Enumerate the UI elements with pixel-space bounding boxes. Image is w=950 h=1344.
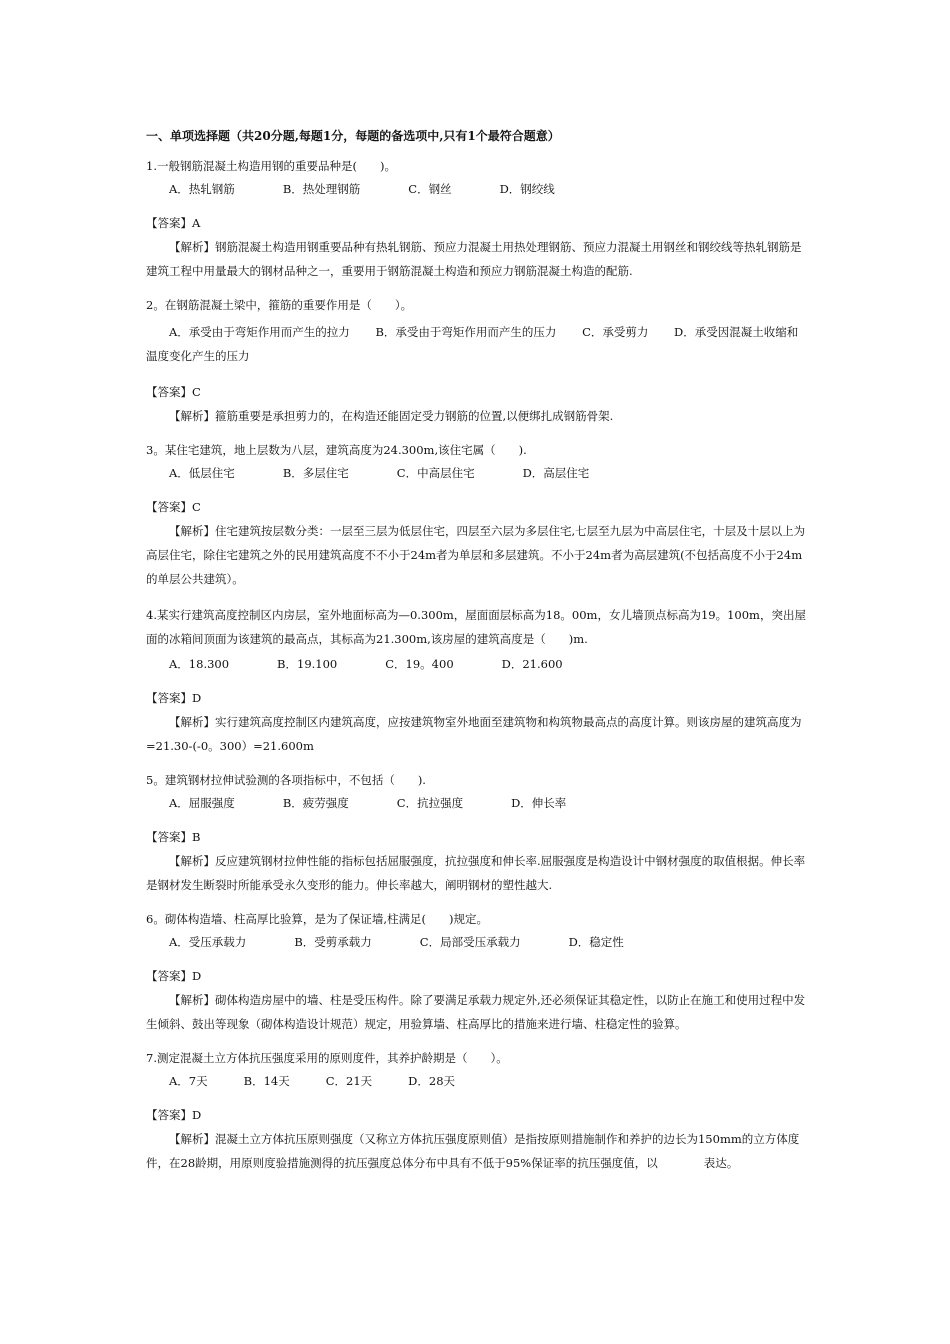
option-b: B．疲劳强度 (282, 796, 349, 810)
question-1 (146, 156, 806, 283)
option-d: D．钢绞线 (499, 182, 555, 196)
option-d: D．21.600 (501, 657, 563, 671)
options (146, 654, 806, 674)
answer: 【答案】D (146, 969, 202, 983)
question-6 (146, 909, 806, 1036)
answer: 【答案】C (146, 500, 201, 514)
options (146, 1071, 806, 1091)
options (146, 793, 806, 813)
options (146, 932, 806, 952)
question-text: 6。砌体构造墙、柱高厚比验算，是为了保证墙,柱满足( )规定。 (146, 912, 488, 926)
options (146, 320, 806, 368)
question-text: 3。某住宅建筑，地上层数为八层，建筑高度为24.300m,该住宅属（ ). (146, 443, 527, 457)
section-title: 一、单项选择题（共20分题,每题1分，每题的备选项中,只有1个最符合题意） (146, 129, 560, 143)
option-d: D．伸长率 (511, 796, 567, 810)
document-content (146, 126, 806, 1187)
answer: 【答案】D (146, 691, 202, 705)
question-7 (146, 1048, 806, 1175)
analysis: 【解析】反应建筑钢材拉伸性能的指标包括屈服强度，抗拉强度和伸长率.屈服强度是构造设计中钢材强度的取值根据。伸长率是钢材发生断裂时所能承受永久变形的能力。伸长率越大，阐明钢材的塑性越大. (146, 854, 806, 892)
option-b: B．受剪承载力 (294, 935, 372, 949)
options (146, 463, 806, 483)
option-c: C．19。400 (385, 657, 454, 671)
option-d: D．28天 (408, 1074, 456, 1088)
option-a: A．低层住宅 (169, 466, 235, 480)
answer: 【答案】C (146, 385, 201, 399)
option-c: C．中高层住宅 (396, 466, 475, 480)
question-4 (146, 603, 806, 758)
question-text: 4.某实行建筑高度控制区内房层，室外地面标高为—0.300m，屋面面层标高为18。00m，女儿墙顶点标高为19。100m，突出屋面的冰箱间顶面为该建筑的最高点，其标高为21.300m,该房屋的建筑高度是（ )m. (146, 608, 806, 646)
analysis: 【解析】箍筋重要是承担剪力的，在构造还能固定受力钢筋的位置,以便绑扎成钢筋骨架. (169, 409, 614, 423)
analysis: 【解析】钢筋混凝土构造用钢重要品种有热轧钢筋、预应力混凝土用热处理钢筋、预应力混凝土用钢丝和钢绞线等热轧钢筋是建筑工程中用量最大的钢材品种之一，重要用于钢筋混凝土构造和预应力钢筋混凝土构造的配筋. (146, 240, 802, 278)
option-d: D．稳定性 (568, 935, 624, 949)
option-c: C．抗拉强度 (396, 796, 464, 810)
option-c: C．21天 (325, 1074, 373, 1088)
question-3 (146, 440, 806, 591)
option-b: B．19.100 (277, 657, 338, 671)
option-a: A．18.300 (169, 657, 230, 671)
options (146, 179, 806, 199)
option-b: B．热处理钢筋 (282, 182, 361, 196)
option-c: C．承受剪力 (582, 325, 649, 339)
analysis: 【解析】住宅建筑按层数分类：一层至三层为低层住宅，四层至六层为多层住宅,七层至九层为中高层住宅，十层及十层以上为高层住宅，除住宅建筑之外的民用建筑高度不不小于24m者为单层和多层建筑。不小于24m者为高层建筑(不包括高度不小于24m的单层公共建筑）。 (146, 524, 806, 586)
question-text: 2。在钢筋混凝土梁中，箍筋的重要作用是（ ）。 (146, 298, 413, 312)
analysis: 【解析】混凝土立方体抗压原则强度（又称立方体抗压强度原则值）是指按原则措施制作和养护的边长为150mm的立方体度件，在28龄期，用原则度验措施测得的抗压强度总体分布中具有不低于95%保证率的抗压强度值，以 表达。 (146, 1132, 800, 1170)
option-c: C．局部受压承载力 (419, 935, 521, 949)
question-text: 7.测定混凝土立方体抗压强度采用的原则度件，其养护龄期是（ ）。 (146, 1051, 508, 1065)
option-b: B．14天 (243, 1074, 290, 1088)
option-b: B．承受由于弯矩作用而产生的压力 (375, 325, 557, 339)
analysis: 【解析】砌体构造房屋中的墙、柱是受压构件。除了要满足承载力规定外,还必须保证其稳定性，以防止在施工和使用过程中发生倾斜、鼓出等现象（砌体构造设计规范）规定，用验算墙、柱高厚比的措施来进行墙、柱稳定性的验算。 (146, 993, 806, 1031)
option-a: A．承受由于弯矩作用而产生的拉力 (169, 325, 350, 339)
option-d: D．承受因混凝土收缩和温度变化产生的压力 (146, 325, 799, 363)
option-c: C．钢丝 (408, 182, 452, 196)
question-5 (146, 770, 806, 897)
option-a: A．屈服强度 (169, 796, 235, 810)
option-a: A．受压承载力 (169, 935, 247, 949)
answer: 【答案】A (146, 216, 201, 230)
option-d: D．高层住宅 (522, 466, 590, 480)
option-a: A．7天 (169, 1074, 208, 1088)
answer: 【答案】D (146, 1108, 202, 1122)
option-b: B．多层住宅 (282, 466, 349, 480)
option-a: A．热轧钢筋 (169, 182, 235, 196)
analysis: 【解析】实行建筑高度控制区内建筑高度，应按建筑物室外地面至建筑物和构筑物最高点的高度计算。则该房屋的建筑高度为=21.30-(-0。300）=21.600m (146, 715, 802, 753)
question-2 (146, 295, 806, 428)
question-text: 1.一般钢筋混凝土构造用钢的重要品种是( )。 (146, 159, 396, 173)
answer: 【答案】B (146, 830, 201, 844)
question-text: 5。建筑钢材拉伸试验测的各项指标中，不包括（ ). (146, 773, 426, 787)
